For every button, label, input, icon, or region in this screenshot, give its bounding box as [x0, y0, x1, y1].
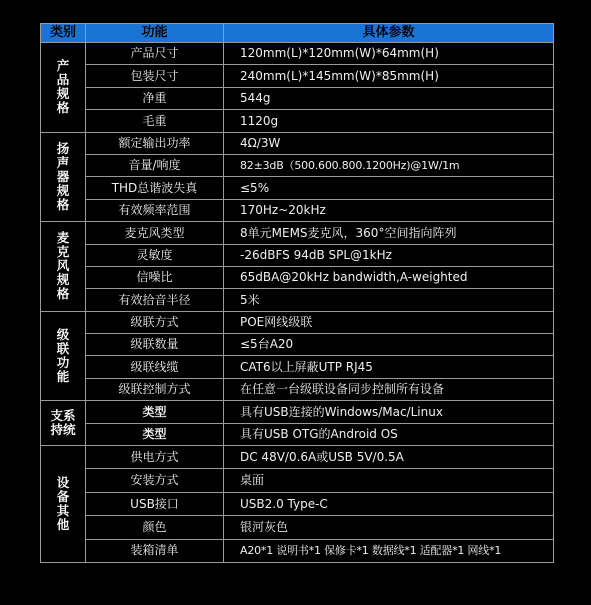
value-cell: ≤5% [224, 177, 554, 199]
value-cell: 银河灰色 [224, 516, 554, 539]
value-cell: 170Hz~20kHz [224, 199, 554, 221]
table-row [41, 356, 554, 378]
table-row [41, 539, 554, 562]
value-cell: 具有USB OTG的Android OS [224, 423, 554, 445]
category-product-specs: 产品规格 [41, 43, 86, 133]
feature-cell: 级联控制方式 [86, 378, 224, 400]
spec-table [40, 23, 554, 563]
table-header-row [41, 24, 554, 43]
feature-cell: 级联方式 [86, 311, 224, 333]
value-cell: DC 48V/0.6A或USB 5V/0.5A [224, 446, 554, 469]
table-row [41, 492, 554, 515]
table-row [41, 177, 554, 199]
table-row [41, 199, 554, 221]
value-cell: CAT6以上屏蔽UTP RJ45 [224, 356, 554, 378]
value-cell: 5米 [224, 289, 554, 311]
feature-cell: 灵敏度 [86, 244, 224, 266]
feature-cell: 类型 [86, 401, 224, 423]
category-microphone-specs: 麦克风规格 [41, 222, 86, 312]
value-cell: 在任意一台级联设备同步控制所有设备 [224, 378, 554, 400]
value-cell: 具有USB连接的Windows/Mac/Linux [224, 401, 554, 423]
table-row [41, 289, 554, 311]
table-row [41, 446, 554, 469]
category-cascade-function: 级联功能 [41, 311, 86, 401]
table-row [41, 334, 554, 356]
table-row [41, 222, 554, 244]
table-row [41, 65, 554, 87]
feature-cell: 有效频率范围 [86, 199, 224, 221]
feature-cell: 颜色 [86, 516, 224, 539]
category-system-support: 支系持统 [41, 401, 86, 446]
header-params: 具体参数 [224, 24, 554, 43]
feature-cell: 麦克风类型 [86, 222, 224, 244]
table-row [41, 87, 554, 109]
table-row [41, 110, 554, 132]
table-row [41, 516, 554, 539]
value-cell: A20*1 说明书*1 保修卡*1 数据线*1 适配器*1 网线*1 [224, 539, 554, 562]
feature-cell: 毛重 [86, 110, 224, 132]
feature-cell: 产品尺寸 [86, 43, 224, 65]
table-row [41, 244, 554, 266]
table-row [41, 266, 554, 288]
table-row [41, 469, 554, 492]
table-row [41, 132, 554, 154]
table-row [41, 311, 554, 333]
feature-cell: 信噪比 [86, 266, 224, 288]
value-cell: 65dBA@20kHz bandwidth,A-weighted [224, 266, 554, 288]
category-device-other: 设备其他 [41, 446, 86, 563]
feature-cell: USB接口 [86, 492, 224, 515]
value-cell: 240mm(L)*145mm(W)*85mm(H) [224, 65, 554, 87]
feature-cell: 净重 [86, 87, 224, 109]
category-speaker-specs: 扬声器规格 [41, 132, 86, 222]
table-row [41, 378, 554, 400]
feature-cell: 有效拾音半径 [86, 289, 224, 311]
value-cell: 544g [224, 87, 554, 109]
table-row [41, 401, 554, 423]
feature-cell: 装箱清单 [86, 539, 224, 562]
feature-cell: 级联线缆 [86, 356, 224, 378]
value-cell: 桌面 [224, 469, 554, 492]
feature-cell: 额定输出功率 [86, 132, 224, 154]
value-cell: ≤5台A20 [224, 334, 554, 356]
table-row [41, 423, 554, 445]
feature-cell: 音量/响度 [86, 154, 224, 176]
feature-cell: THD总谐波失真 [86, 177, 224, 199]
value-cell: 120mm(L)*120mm(W)*64mm(H) [224, 43, 554, 65]
value-cell: USB2.0 Type-C [224, 492, 554, 515]
header-feature: 功能 [86, 24, 224, 43]
value-cell: 82±3dB（500.600.800.1200Hz)@1W/1m [224, 154, 554, 176]
feature-cell: 类型 [86, 423, 224, 445]
table-row [41, 43, 554, 65]
header-category: 类别 [41, 24, 86, 43]
feature-cell: 包装尺寸 [86, 65, 224, 87]
value-cell: 8单元MEMS麦克风，360°空间指向阵列 [224, 222, 554, 244]
feature-cell: 级联数量 [86, 334, 224, 356]
value-cell: 1120g [224, 110, 554, 132]
feature-cell: 安装方式 [86, 469, 224, 492]
table-row [41, 154, 554, 176]
value-cell: 4Ω/3W [224, 132, 554, 154]
value-cell: POE网线级联 [224, 311, 554, 333]
feature-cell: 供电方式 [86, 446, 224, 469]
value-cell: -26dBFS 94dB SPL@1kHz [224, 244, 554, 266]
